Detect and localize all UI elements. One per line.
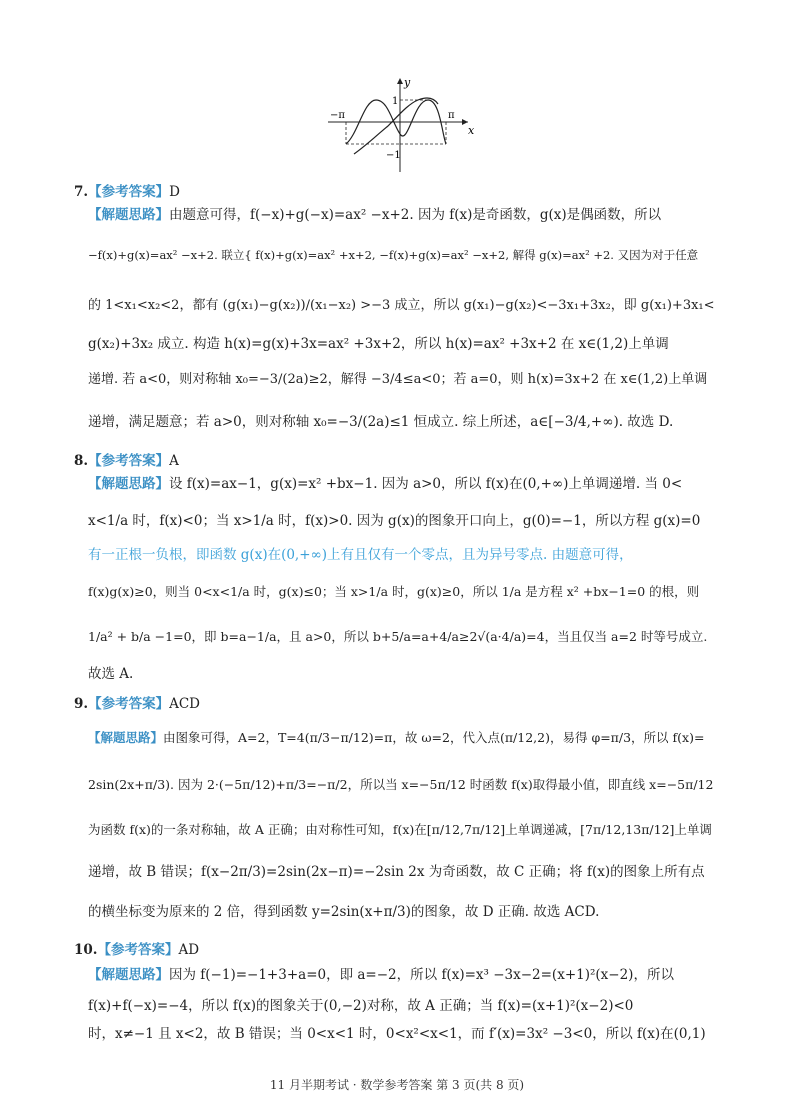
q10-line-1 [88, 965, 716, 985]
q10-line-2 [88, 996, 716, 1016]
q7-line-1 [88, 205, 716, 225]
q7-text-1: 由题意可得，f(−x)+g(−x)=ax² −x+2. 因为 f(x)是奇函数，g(x)是偶函数，所以 [169, 207, 662, 223]
q8-line-3 [88, 545, 716, 565]
q10-text-1: 因为 f(−1)=−1+3+a=0，即 a=−2，所以 f(x)=x³ −3x−2=(x+1)²(x−2)，所以 [169, 967, 674, 983]
q8-answer: A [169, 453, 179, 469]
q8-header [74, 449, 179, 469]
q9-text-1: 由图象可得，A=2，T=4(π/3−π/12)=π，故 ω=2，代入点(π/12,2)，易得 φ=π/3，所以 f(x)= [163, 730, 705, 745]
q7-text-4: g(x₂)+3x₂ 成立. 构造 h(x)=g(x)+3x=ax² +3x+2，所以 h(x)=ax² +3x+2 在 x∈(1,2)上单调 [88, 336, 669, 352]
q8-solution-tag: 【解题思路】 [88, 476, 169, 492]
q7-header [74, 180, 180, 200]
q9-text-2: 2sin(2x+π/3). 因为 2·(−5π/12)+π/3=−π/2，所以当 x=−5π/12 时函数 f(x)取得最小值，即直线 x=−5π/12 [88, 777, 714, 792]
q10-text-3: 时，x≠−1 且 x<2，故 B 错误；当 0<x<1 时，0<x²<x<1，而 f′(x)=3x² −3<0，所以 f(x)在(0,1) [88, 1026, 706, 1042]
pi-label: π [448, 110, 455, 121]
q10-solution-tag: 【解题思路】 [88, 967, 169, 983]
q7-answer-tag: 【参考答案】 [88, 184, 170, 200]
q10-answer: AD [178, 942, 200, 958]
page-footer: 11 月半期考试 · 数学参考答案 第 3 页(共 8 页) [269, 1078, 525, 1092]
q7-line-5 [88, 370, 716, 390]
q7-answer: D [169, 184, 180, 200]
q9-answer-tag: 【参考答案】 [88, 696, 170, 712]
q8-text-3: 有一正根一负根，即函数 g(x)在(0,+∞)上有且仅有一个零点，且为异号零点. 由题意可得， [88, 547, 633, 563]
q9-line-3 [88, 820, 716, 840]
q9-text-3: 为函数 f(x)的一条对称轴，故 A 正确；由对称性可知，f(x)在[π/12,7π/12]上单调递减，[7π/12,13π/12]上单调 [88, 822, 712, 837]
q7-text-6: 递增，满足题意；若 a>0，则对称轴 x₀=−3/(2a)≤1 恒成立. 综上所述，a∈[−3/4,+∞). 故选 D. [88, 414, 674, 430]
q7-text-2: −f(x)+g(x)=ax² −x+2. 联立{ f(x)+g(x)=ax² +x+2, −f(x)+g(x)=ax² −x+2, 解得 g(x)=ax² +2. 又因为对于任意 [88, 248, 699, 262]
q8-text-6: 故选 A. [88, 666, 134, 682]
q9-header [74, 692, 200, 712]
q9-line-5 [88, 902, 716, 922]
q8-line-2 [88, 511, 716, 531]
q9-line-4 [88, 862, 716, 882]
q7-line-4 [88, 334, 716, 354]
q7-line-2 [88, 245, 716, 265]
neg-one-label: −1 [386, 150, 401, 161]
q8-text-5: 1/a² + b/a −1=0，即 b=a−1/a，且 a>0，所以 b+5/a=a+4/a≥2√(a·4/a)=4，当且仅当 a=2 时等号成立. [88, 629, 708, 644]
q8-text-2: x<1/a 时，f(x)<0；当 x>1/a 时，f(x)>0. 因为 g(x)的图象开口向上，g(0)=−1，所以方程 g(x)=0 [88, 513, 701, 529]
sine-graph-figure [318, 74, 480, 174]
q8-line-1 [88, 474, 716, 494]
q7-solution-tag: 【解题思路】 [88, 207, 169, 223]
q7-number: 7. [74, 184, 89, 200]
q9-solution-tag: 【解题思路】 [88, 730, 164, 745]
q9-answer: ACD [169, 696, 200, 712]
q10-line-3 [88, 1024, 716, 1044]
q7-line-3 [88, 296, 716, 316]
q7-text-5: 递增. 若 a<0，则对称轴 x₀=−3/(2a)≥2，解得 −3/4≤a<0；若 a=0，则 h(x)=3x+2 在 x∈(1,2)上单调 [88, 372, 708, 387]
y-axis-label: y [404, 76, 411, 89]
q8-answer-tag: 【参考答案】 [88, 453, 170, 469]
q10-header [74, 938, 199, 958]
q9-line-2 [88, 775, 716, 795]
q10-text-2: f(x)+f(−x)=−4，所以 f(x)的图象关于(0,−2)对称，故 A 正确；当 f(x)=(x+1)²(x−2)<0 [88, 998, 634, 1014]
q9-number: 9. [74, 696, 89, 712]
q8-line-5 [88, 627, 716, 647]
q8-number: 8. [74, 453, 89, 469]
x-axis-label: x [468, 124, 475, 137]
q9-line-1 [88, 728, 716, 748]
q8-text-4: f(x)g(x)≥0，则当 0<x<1/a 时，g(x)≤0；当 x>1/a 时，g(x)≥0，所以 1/a 是方程 x² +bx−1=0 的根，则 [88, 584, 700, 599]
q10-number: 10. [74, 942, 98, 958]
q8-line-6 [88, 664, 716, 684]
q9-text-4: 递增，故 B 错误；f(x−2π/3)=2sin(2x−π)=−2sin 2x 为奇函数，故 C 正确；将 f(x)的图象上所有点 [88, 864, 705, 880]
q7-line-6 [88, 412, 716, 432]
q7-text-3: 的 1<x₁<x₂<2，都有 (g(x₁)−g(x₂))/(x₁−x₂) >−3 成立，所以 g(x₁)−g(x₂)<−3x₁+3x₂，即 g(x₁)+3x₁< [88, 298, 715, 313]
neg-pi-label: −π [330, 110, 345, 121]
q10-answer-tag: 【参考答案】 [97, 942, 179, 958]
q8-text-1: 设 f(x)=ax−1，g(x)=x² +bx−1. 因为 a>0，所以 f(x)在(0,+∞)上单调递增. 当 0< [169, 476, 683, 492]
q8-line-4 [88, 582, 716, 602]
q9-text-5: 的横坐标变为原来的 2 倍，得到函数 y=2sin(x+π/3)的图象，故 D 正确. 故选 ACD. [88, 904, 600, 920]
one-label: 1 [392, 96, 399, 107]
